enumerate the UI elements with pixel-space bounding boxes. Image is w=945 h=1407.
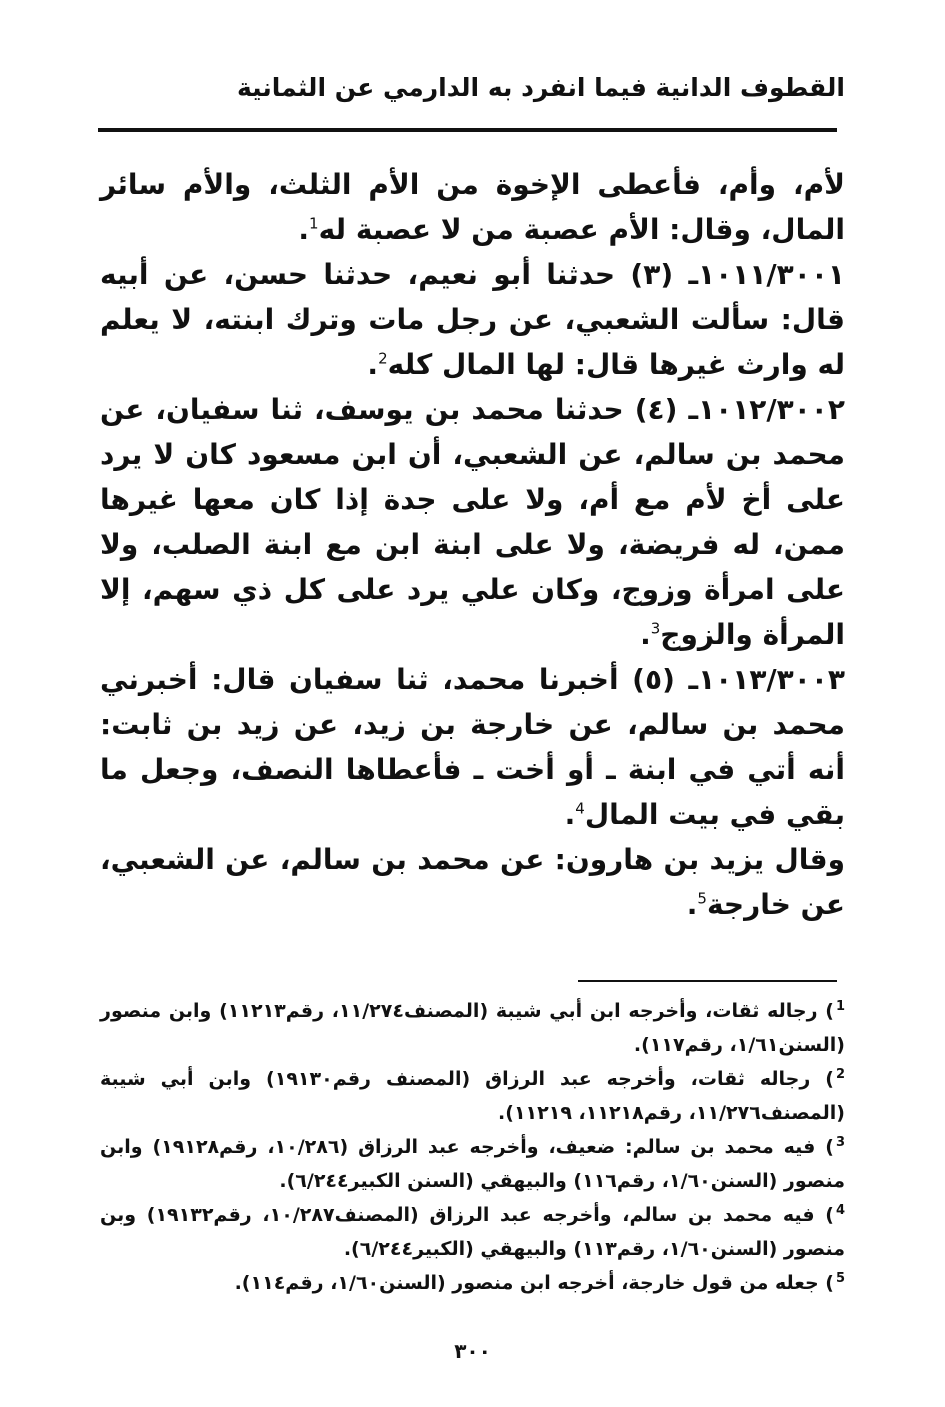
hadith-paragraph-3003 [100, 657, 845, 837]
footnote-marker: 2 [835, 1066, 846, 1082]
paragraph-continuation [100, 162, 845, 252]
paragraph-end: . [564, 798, 576, 831]
paragraph-text: ١٠١٣/٣٠٠٣ـ (٥) أخبرنا محمد، ثنا سفيان قال: أخبرني محمد بن سالم، عن خارجة بن زيد، عن زيد بن ثابت: أنه أتي في ابنة ـ أو أخت ـ فأعطاها النصف، وجعل ما بقي في بيت المال [100, 663, 846, 831]
footnote-item [100, 1130, 845, 1198]
footnote-text: ) فيه محمد بن سالم، وأخرجه عبد الرزاق (المصنف١٠/٢٨٧، رقم١٩١٣٢) وبن منصور (السنن١/٦٠، رقم١١٣) والبيهقي (الكبير٦/٢٤٤). [100, 1204, 845, 1260]
footnote-text: ) جعله من قول خارجة، أخرجه ابن منصور (السنن١/٦٠، رقم١١٤). [234, 1272, 834, 1294]
paragraph-end: . [367, 348, 379, 381]
footnotes [100, 994, 845, 1300]
footnote-item [100, 1198, 845, 1266]
running-header-title: القطوف الدانية فيما انفرد به الدارمي عن الثمانية [236, 73, 845, 102]
page-number: ٣٠٠ [454, 1339, 491, 1363]
footnote-text: ) رجاله ثقات، وأخرجه ابن أبي شيبة (المصنف١١/٢٧٤، رقم١١٢١٣) وابن منصور (السنن١/٦١، رقم١١٧). [100, 1000, 845, 1056]
footnote-item [100, 994, 845, 1062]
footnote-reference[interactable]: 3 [650, 619, 661, 638]
footnote-reference[interactable]: 5 [697, 889, 707, 908]
footnote-text: ) رجاله ثقات، وأخرجه عبد الرزاق (المصنف رقم١٩١٣٠) وابن أبي شيبة (المصنف١١/٢٧٦، رقم١١٢١٨، ١١٢١٩). [100, 1068, 845, 1124]
footnote-text: ) فيه محمد بن سالم: ضعيف، وأخرجه عبد الرزاق (١٠/٢٨٦، رقم١٩١٢٨) وابن منصور (السنن١/٦٠، رقم١١٦) والبيهقي (السنن الكبير٦/٢٤٤). [100, 1136, 845, 1192]
footnote-marker: 1 [835, 998, 845, 1014]
footnote-item [100, 1062, 845, 1130]
footnote-rule [578, 980, 837, 982]
paragraph-text: ١٠١١/٣٠٠١ـ (٣) حدثنا أبو نعيم، حدثنا حسن، عن أبيه قال: سألت الشعبي، عن رجل مات وترك ابنته، لا يعلم له وارث غيرها قال: لها المال كله [100, 258, 845, 381]
footnote-reference[interactable]: 4 [575, 799, 585, 818]
hadith-paragraph-3001 [100, 252, 845, 387]
main-text [100, 162, 845, 927]
footnote-marker: 5 [835, 1270, 845, 1286]
footnote-marker: 4 [835, 1202, 845, 1218]
paragraph-end: . [686, 888, 698, 921]
footnote-reference[interactable]: 2 [378, 349, 388, 368]
hadith-paragraph-3002 [100, 387, 845, 657]
paragraph-yazid [100, 837, 845, 927]
footnote-item [100, 1266, 845, 1300]
paragraph-end: . [298, 213, 310, 246]
footnote-reference[interactable]: 1 [309, 214, 319, 233]
footnote-marker: 3 [835, 1134, 845, 1150]
paragraph-text: لأم، وأم، فأعطى الإخوة من الأم الثلث، والأم سائر المال، وقال: الأم عصبة من لا عصبة له [100, 168, 845, 246]
paragraph-end: . [640, 618, 651, 651]
paragraph-text: وقال يزيد بن هارون: عن محمد بن سالم، عن الشعبي، عن خارجة [100, 843, 845, 921]
paragraph-text: ١٠١٢/٣٠٠٢ـ (٤) حدثنا محمد بن يوسف، ثنا سفيان، عن محمد بن سالم، عن الشعبي، أن ابن مسعود كان لا يرد على أخ لأم مع أم، ولا على جدة إذا كان معها غيرها ممن، له فريضة، ولا على ابنة ابن مع ابنة الصلب، ولا على امرأة وزوج، وكان علي يرد على كل ذي سهم، إلا المرأة والزوج [100, 393, 845, 651]
header-rule [98, 128, 837, 132]
